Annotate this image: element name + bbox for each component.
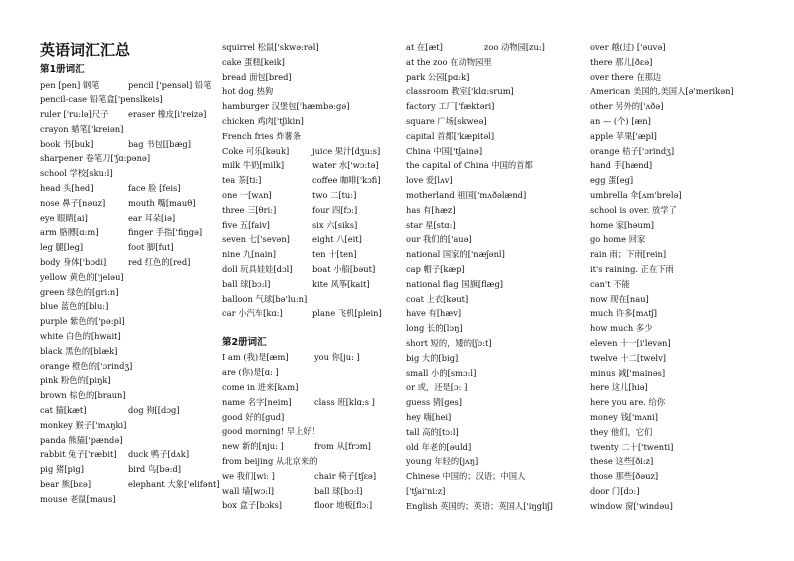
vocab-entry xyxy=(40,447,218,462)
vocab-word: green 绿色的[gri:n] xyxy=(40,286,119,297)
vocab-word: ball 球[bɔ:l] xyxy=(222,278,271,289)
vocab-entry xyxy=(40,270,218,285)
vocab-word: have 有[hæv] xyxy=(406,308,462,319)
vocab-word: cap 帽子[kæp] xyxy=(406,263,465,274)
vocab-entry xyxy=(590,277,760,292)
vocab-entry xyxy=(40,92,218,107)
vocab-word-second: boat 小船[bəut] xyxy=(312,263,376,274)
vocab-word: long 长的[lɔŋ] xyxy=(406,323,463,334)
vocab-word: short 短的，矮的[ʃɔ:t] xyxy=(406,337,492,348)
vocab-entry xyxy=(406,484,584,499)
vocab-entry xyxy=(40,388,218,403)
vocab-word-second: coffee 咖啡['kɔfi] xyxy=(312,175,381,186)
vocab-entry xyxy=(590,484,760,499)
column-3 xyxy=(406,40,584,514)
vocab-word: car 小汽车[kɑ:] xyxy=(222,308,283,319)
vocab-word: those 那些[ðəuz] xyxy=(590,471,659,482)
vocab-entry xyxy=(40,225,218,240)
vocab-entry xyxy=(406,336,584,351)
vocab-entry xyxy=(222,306,400,321)
vocab-entry xyxy=(222,173,400,188)
vocab-word: factory 工厂['fæktəri] xyxy=(406,101,495,112)
vocab-word: pen [pen] 钢笔 xyxy=(40,79,100,90)
vocab-word-second: chair 椅子[tʃɛə] xyxy=(314,470,377,481)
vocab-list-col4 xyxy=(590,40,760,514)
vocab-entry xyxy=(222,498,400,513)
vocab-entry xyxy=(40,78,218,93)
vocab-word: twenty 二十['twenti] xyxy=(590,441,674,452)
vocab-entry xyxy=(406,499,584,514)
page-title: 英语词汇汇总 xyxy=(40,41,131,59)
vocab-entry xyxy=(590,336,760,351)
vocab-entry xyxy=(406,203,584,218)
vocab-word: black 黑色的[blæk] xyxy=(40,345,118,356)
vocab-word: much 许多[mʌtʃ] xyxy=(590,308,658,319)
vocab-word: new 新的[nju: ] xyxy=(222,441,284,452)
vocab-word: pencil-case 铅笔盒['penslkeis] xyxy=(40,94,163,105)
vocab-entry xyxy=(40,462,218,477)
vocab-entry xyxy=(40,314,218,329)
vocab-word: the capital of China 中国的首都 xyxy=(406,160,533,171)
vocab-word: blue 蓝色的[blu:] xyxy=(40,301,109,312)
vocab-entry xyxy=(406,55,584,70)
vocab-entry xyxy=(406,262,584,277)
vocab-entry xyxy=(40,122,218,137)
vocab-word: bread 面包[bred] xyxy=(222,71,292,82)
vocab-word: small 小的[smɔ:l] xyxy=(406,367,477,378)
vocab-entry xyxy=(40,151,218,166)
vocab-entry xyxy=(406,129,584,144)
vocab-entry xyxy=(222,469,400,484)
section-gap xyxy=(222,321,400,336)
vocab-word: rabbit 兔子['ræbit] xyxy=(40,449,117,460)
vocab-entry xyxy=(40,477,218,492)
vocab-entry xyxy=(222,277,400,292)
vocab-word: go home 回家 xyxy=(590,234,646,245)
vocab-word: now 现在[nau] xyxy=(590,293,649,304)
vocab-word: other 另外的['ʌðə] xyxy=(590,101,664,112)
vocab-entry xyxy=(406,277,584,292)
vocab-word: name 名字[neim] xyxy=(222,396,292,407)
vocab-entry xyxy=(406,425,584,440)
vocab-entry xyxy=(40,403,218,418)
vocab-word: national 国家的['næʃənl] xyxy=(406,249,505,260)
vocab-word: yellow 黄色的['jeləu] xyxy=(40,271,124,282)
vocab-entry xyxy=(406,99,584,114)
vocab-entry xyxy=(222,424,400,439)
vocab-word-second: ear 耳朵[iə] xyxy=(128,212,176,223)
vocab-word: national flag 国旗[flæg] xyxy=(406,278,503,289)
vocab-word: good morning! 早上好！ xyxy=(222,426,320,437)
vocab-word: it's raining. 正在下雨 xyxy=(590,263,674,274)
vocab-word: or 或，还是[ɔ: ] xyxy=(406,382,468,393)
vocab-entry xyxy=(222,218,400,233)
vocab-entry xyxy=(590,306,760,321)
vocab-word: these 这些[ði:z] xyxy=(590,456,654,467)
vocab-entry xyxy=(222,129,400,144)
vocab-word: wall 墙[wɔ:l] xyxy=(222,485,274,496)
vocab-word: has 有[hæz] xyxy=(406,204,456,215)
vocab-word: pig 猪[pig] xyxy=(40,464,84,475)
vocab-word: at the zoo 在动物园里 xyxy=(406,56,492,67)
vocab-word: book 书[buk] xyxy=(40,138,94,149)
vocab-entry xyxy=(40,181,218,196)
vocab-word-second: two 二[tu:] xyxy=(312,189,357,200)
vocab-entry xyxy=(40,107,218,122)
vocab-entry xyxy=(222,454,400,469)
vocab-entry xyxy=(222,439,400,454)
vocab-entry xyxy=(222,350,400,365)
vocab-entry xyxy=(590,351,760,366)
vocab-word: rain 雨；下雨[rein] xyxy=(590,249,667,260)
vocab-word-second: elephant 大象['elifənt] xyxy=(128,479,220,490)
vocab-entry xyxy=(222,262,400,277)
vocab-entry xyxy=(40,240,218,255)
vocab-entry xyxy=(40,166,218,181)
vocab-entry xyxy=(406,454,584,469)
vocab-word: are (你)是[ɑ: ] xyxy=(222,367,279,378)
vocab-word: brown 棕色的[braun] xyxy=(40,390,126,401)
vocab-word-second: plane 飞机[plein] xyxy=(312,308,382,319)
vocab-word: English 英国的；英语；英国人['iŋgliʃ] xyxy=(406,500,553,511)
vocab-word: orange 橙色的['ɔrindʒ] xyxy=(40,360,133,371)
vocab-word: umbrella 伞[ʌm'brelə] xyxy=(590,189,682,200)
vocab-word: nose 鼻子[nəuz] xyxy=(40,197,106,208)
vocab-entry xyxy=(40,329,218,344)
vocab-word-second: dog 狗[[dɔg] xyxy=(128,405,180,416)
vocab-entry xyxy=(406,292,584,307)
vocab-word: window 窗['windəu] xyxy=(590,500,673,511)
vocab-entry xyxy=(406,306,584,321)
vocab-word: balloon 气球[bə'lu:n] xyxy=(222,293,308,304)
vocab-word: body 身体['bɔdi] xyxy=(40,257,107,268)
vocab-word: guess 猜[ges] xyxy=(406,397,462,408)
vocab-entry xyxy=(40,433,218,448)
vocab-entry xyxy=(590,173,760,188)
vocab-entry xyxy=(40,299,218,314)
vocab-word-second: kite 风筝[kait] xyxy=(312,278,370,289)
vocab-word: our 我们的['auə] xyxy=(406,234,472,245)
vocab-entry xyxy=(406,70,584,85)
vocab-word-second: from 从[frɔm] xyxy=(314,441,371,452)
vocab-word: box 盒子[bɔks] xyxy=(222,500,282,511)
vocab-word: how much 多少 xyxy=(590,323,653,334)
vocab-word: pink 粉色的[piŋk] xyxy=(40,375,111,386)
vocab-entry xyxy=(222,144,400,159)
vocab-word: seven 七['sevən] xyxy=(222,234,290,245)
vocab-list-col1 xyxy=(40,78,218,507)
vocab-word: I am (我)是[æm] xyxy=(222,352,289,363)
vocab-list-col2-top xyxy=(222,40,400,321)
vocab-word: classroom 教室['klɑ:srum] xyxy=(406,86,514,97)
vocab-word: there 那儿[ðɛə] xyxy=(590,56,653,67)
vocab-entry xyxy=(222,158,400,173)
vocab-entry xyxy=(40,359,218,374)
vocab-entry xyxy=(590,158,760,173)
vocab-word: home 家[həum] xyxy=(590,219,654,230)
vocab-word: an — (个) [æn] xyxy=(590,115,651,126)
vocab-word: twelve 十二[twelv] xyxy=(590,352,666,363)
vocab-word-second: foot 脚[fut] xyxy=(128,242,174,253)
vocab-entry xyxy=(590,232,760,247)
vocab-word-second: class 班[klɑ:s ] xyxy=(314,396,375,407)
vocab-word: white 白色的[hwait] xyxy=(40,331,121,342)
vocab-entry xyxy=(590,99,760,114)
vocab-word: young 年轻的[jʌŋ] xyxy=(406,456,479,467)
vocab-entry xyxy=(406,173,584,188)
vocab-entry xyxy=(222,84,400,99)
vocab-word-second: ten 十[ten] xyxy=(312,249,357,260)
vocab-entry xyxy=(40,492,218,507)
vocab-word: eleven 十一[i'levən] xyxy=(590,337,671,348)
vocab-entry xyxy=(40,373,218,388)
vocab-word: American 美国的,美国人[ə'merikən] xyxy=(590,86,734,97)
vocab-entry xyxy=(590,292,760,307)
vocab-entry xyxy=(590,262,760,277)
vocab-word: French fries 炸薯条 xyxy=(222,130,301,141)
vocab-word: one 一[wʌn] xyxy=(222,189,272,200)
vocab-word: mouse 老鼠[maus] xyxy=(40,493,116,504)
vocab-word-second: duck 鸭子[dʌk] xyxy=(128,449,190,460)
vocab-entry xyxy=(406,469,584,484)
vocab-list-col2-bottom xyxy=(222,350,400,513)
vocab-entry xyxy=(406,158,584,173)
vocab-entry xyxy=(406,321,584,336)
vocab-entry xyxy=(222,484,400,499)
vocab-entry xyxy=(590,40,760,55)
vocab-entry xyxy=(406,114,584,129)
vocab-word: cake 蛋糕[keik] xyxy=(222,56,285,67)
vocab-entry xyxy=(222,70,400,85)
vocab-entry xyxy=(40,418,218,433)
vocab-word: school 学校[sku:l] xyxy=(40,168,113,179)
vocab-entry xyxy=(222,395,400,410)
vocab-word: good 好的[gud] xyxy=(222,411,285,422)
vocab-word: school is over. 放学了 xyxy=(590,204,677,215)
vocab-word: squirrel 松鼠['skwə:rəl] xyxy=(222,42,319,52)
vocab-word: capital 首都['kæpitəl] xyxy=(406,130,495,141)
vocab-entry xyxy=(406,410,584,425)
vocab-word-second: mouth 嘴[mauθ] xyxy=(128,197,196,208)
vocab-entry xyxy=(222,247,400,262)
vocab-entry xyxy=(406,84,584,99)
book-1-heading: 第1册词汇 xyxy=(40,64,85,75)
vocab-list-col3 xyxy=(406,40,584,514)
vocab-word: hot dog 热狗 xyxy=(222,86,274,97)
vocab-word: come in 进来[kʌm] xyxy=(222,382,299,393)
vocab-word: three 三[θri:] xyxy=(222,204,277,215)
vocab-word-second: finger 手指['fiŋgə] xyxy=(128,227,203,238)
vocab-entry xyxy=(222,40,400,55)
vocab-word: milk 牛奶[milk] xyxy=(222,160,285,171)
vocab-entry xyxy=(590,203,760,218)
vocab-word: ruler ['ru:lə]尺子 xyxy=(40,109,109,120)
vocab-word: arm 胳膊[ɑ:m] xyxy=(40,227,99,238)
vocab-word: sharpener 卷笔刀['ʃɑ:pənə] xyxy=(40,153,151,164)
vocab-word: they 他们，它们 xyxy=(590,426,653,437)
vocab-word: crayon 蜡笔['kreiən] xyxy=(40,123,124,134)
vocab-word: tall 高的[tɔ:l] xyxy=(406,426,459,437)
vocab-word: here 这儿[hiə] xyxy=(590,382,648,393)
vocab-entry xyxy=(406,247,584,262)
vocab-word: over there 在那边 xyxy=(590,71,662,82)
vocab-entry xyxy=(40,196,218,211)
vocab-entry xyxy=(222,114,400,129)
vocab-word-second: you 你[ju: ] xyxy=(314,352,360,363)
vocab-word-second: eight 八[eit] xyxy=(312,234,362,245)
vocab-entry xyxy=(222,380,400,395)
vocab-word-second: bird 鸟[bə:d] xyxy=(128,464,181,475)
vocab-entry xyxy=(590,218,760,233)
vocab-word: coat 上衣[kəut] xyxy=(406,293,469,304)
vocab-word: can't 不能 xyxy=(590,278,630,289)
vocab-entry xyxy=(590,114,760,129)
vocab-word: at 在[æt] xyxy=(406,42,443,52)
vocab-word: leg 腿[leg] xyxy=(40,242,84,253)
vocab-word-second: six 六[siks] xyxy=(312,219,358,230)
vocab-entry xyxy=(222,232,400,247)
column-1 xyxy=(40,40,218,507)
vocab-word: love 爱[lʌv] xyxy=(406,175,453,186)
vocab-word: minus 减['mainəs] xyxy=(590,367,666,378)
vocab-entry xyxy=(590,410,760,425)
vocab-entry xyxy=(222,99,400,114)
vocab-word: egg 蛋[eg] xyxy=(590,175,634,186)
vocab-entry xyxy=(406,380,584,395)
vocab-word: from beijing 从北京来的 xyxy=(222,456,318,467)
vocab-entry xyxy=(222,292,400,307)
vocab-word: purple 紫色的['pə:pl] xyxy=(40,316,125,327)
vocab-word-second: ball 球[bɔ:l] xyxy=(314,485,363,496)
vocab-entry xyxy=(406,440,584,455)
vocab-word: nine 九[nain] xyxy=(222,249,276,260)
vocab-entry xyxy=(406,232,584,247)
vocab-entry xyxy=(406,188,584,203)
vocab-entry xyxy=(590,55,760,70)
vocab-word: money 钱['mʌni] xyxy=(590,411,659,422)
vocab-word: Chinese 中国的；汉语；中国人 xyxy=(406,471,526,482)
vocab-word: head 头[hed] xyxy=(40,183,94,194)
vocab-entry xyxy=(590,321,760,336)
vocab-word: hand 手[hænd] xyxy=(590,160,653,171)
vocab-word-second: bag 书包[[bæg] xyxy=(128,138,191,149)
vocab-entry xyxy=(406,218,584,233)
book-2-heading: 第2册词汇 xyxy=(222,336,267,348)
vocab-entry xyxy=(40,211,218,226)
vocab-word: hey 嗨[hei] xyxy=(406,411,452,422)
vocab-entry xyxy=(40,285,218,300)
vocab-word-second: juice 果汁[dʒu:s] xyxy=(312,145,381,156)
vocab-entry xyxy=(590,144,760,159)
vocab-entry xyxy=(590,129,760,144)
vocab-word-second: floor 地板[flɔ:] xyxy=(314,500,373,511)
vocab-word: here you are. 给你 xyxy=(590,397,666,408)
vocab-entry xyxy=(222,365,400,380)
vocab-entry xyxy=(406,144,584,159)
vocab-entry xyxy=(590,366,760,381)
vocab-word: panda 熊猫['pændə] xyxy=(40,434,123,445)
vocab-entry xyxy=(406,395,584,410)
vocab-entry xyxy=(406,351,584,366)
vocab-word: door 门[dɔ:] xyxy=(590,485,640,496)
vocab-word: tea 茶[ti:] xyxy=(222,175,262,186)
vocab-entry xyxy=(590,70,760,85)
vocab-word: apple 苹果['æpl] xyxy=(590,130,657,141)
vocab-entry xyxy=(222,410,400,425)
vocab-word: old 年老的[əuld] xyxy=(406,441,472,452)
vocab-word-second: pencil ['pensəl] 铅笔 xyxy=(128,79,212,90)
vocab-word: cat 猫[kæt] xyxy=(40,405,87,416)
vocab-word: orange 桔子['ɔrindʒ] xyxy=(590,145,675,156)
vocab-word: Coke 可乐[kəuk] xyxy=(222,145,290,156)
column-4 xyxy=(590,40,760,514)
vocab-word: square 广场[skweə] xyxy=(406,115,487,126)
vocab-entry xyxy=(406,40,584,55)
vocab-entry xyxy=(590,247,760,262)
vocab-entry xyxy=(590,425,760,440)
vocab-word: big 大的[big] xyxy=(406,352,459,363)
vocab-word: star 星[stɑ:] xyxy=(406,219,456,230)
vocab-word: park 公园[pɑ:k] xyxy=(406,71,470,82)
vocab-word: China 中国['tʃainə] xyxy=(406,145,483,156)
vocab-entry xyxy=(590,188,760,203)
vocab-entry xyxy=(222,203,400,218)
vocab-word-second: red 红色的[red] xyxy=(128,257,191,268)
vocab-entry xyxy=(40,344,218,359)
vocab-entry xyxy=(590,440,760,455)
vocab-word: monkey 猴子['mʌŋki] xyxy=(40,419,127,430)
vocab-word-second: eraser 橡皮[i'reizə] xyxy=(128,109,207,120)
vocab-word-second: four 四[fɔ:] xyxy=(312,204,358,215)
vocab-entry xyxy=(222,55,400,70)
vocab-word: five 五[faiv] xyxy=(222,219,270,230)
vocab-word-second: water 水['wɔ:tə] xyxy=(312,160,379,171)
vocab-word: ['tʃai'ni:z] xyxy=(406,485,446,496)
vocab-word: hamburger 汉堡包['hæmbə:gə] xyxy=(222,101,350,112)
vocab-word: motherland 祖国['mʌðəlænd] xyxy=(406,189,527,200)
vocab-entry xyxy=(590,454,760,469)
column-2 xyxy=(222,40,400,513)
vocab-entry xyxy=(590,469,760,484)
vocab-word: doll 玩具娃娃[dɔl] xyxy=(222,263,293,274)
vocab-word: chicken 鸡肉['tʃikin] xyxy=(222,115,304,126)
vocab-entry xyxy=(40,137,218,152)
vocab-entry xyxy=(590,499,760,514)
vocab-entry xyxy=(222,188,400,203)
vocab-word: eye 眼睛[ai] xyxy=(40,212,88,223)
vocab-word-second: zoo 动物园[zu:] xyxy=(484,42,545,52)
vocab-entry xyxy=(590,84,760,99)
vocab-word: we 我们[wi: ] xyxy=(222,470,275,481)
vocab-entry xyxy=(590,380,760,395)
vocab-word-second: face 脸 [feis] xyxy=(128,183,181,194)
vocab-word: over 越(过) ['əuvə] xyxy=(590,42,666,52)
vocab-entry xyxy=(40,255,218,270)
vocab-word: bear 熊[bɛə] xyxy=(40,479,92,490)
vocab-entry xyxy=(406,366,584,381)
vocab-entry xyxy=(590,395,760,410)
